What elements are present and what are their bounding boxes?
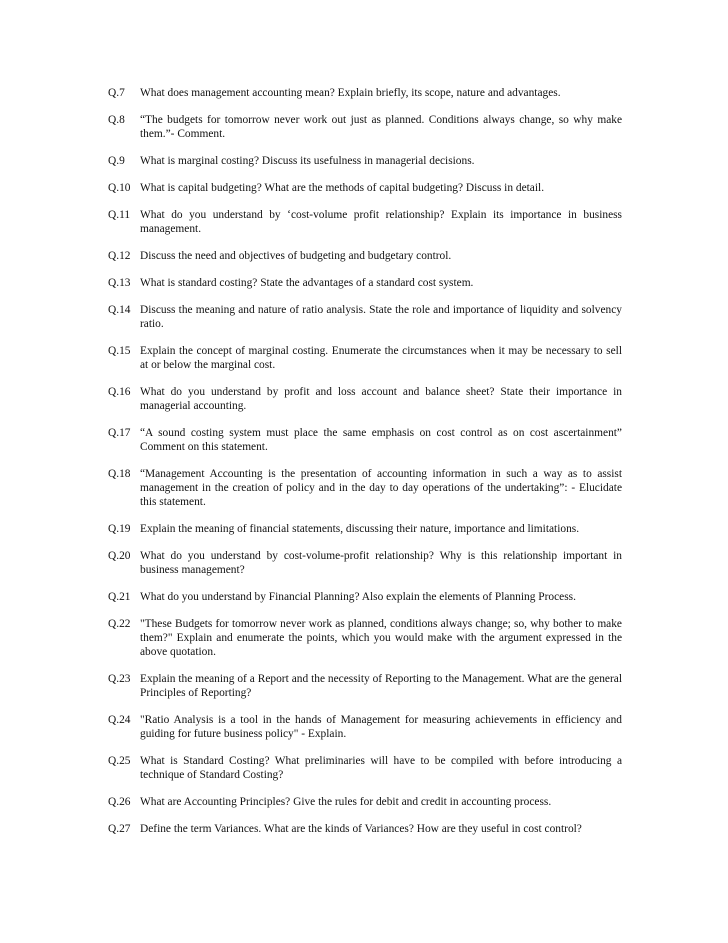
question-text: “Management Accounting is the presentation of accounting information in such a way as to assist management in the creation of policy and in the day to day operations of the undertaking”: - Elucidate this statement. bbox=[140, 468, 622, 508]
question-text: Explain the meaning of financial statements, discussing their nature, importance and limitations. bbox=[140, 523, 580, 535]
question-item bbox=[108, 276, 622, 290]
question-text: What do you understand by cost-volume-profit relationship? Why is this relationship important in business management? bbox=[140, 550, 622, 576]
question-item bbox=[108, 617, 622, 659]
question-item bbox=[108, 344, 622, 372]
question-number: Q.19 bbox=[108, 523, 131, 535]
question-list bbox=[108, 86, 622, 849]
question-item bbox=[108, 590, 622, 604]
question-number: Q.27 bbox=[108, 823, 131, 835]
question-item bbox=[108, 549, 622, 577]
question-text: What do you understand by Financial Planning? Also explain the elements of Planning Process. bbox=[140, 591, 576, 603]
question-text: What do you understand by profit and loss account and balance sheet? State their importance in managerial accounting. bbox=[140, 386, 622, 412]
question-number: Q.25 bbox=[108, 755, 131, 767]
question-text: What is standard costing? State the advantages of a standard cost system. bbox=[140, 277, 474, 289]
question-number: Q.14 bbox=[108, 304, 131, 316]
question-text: “The budgets for tomorrow never work out just as planned. Conditions always change, so why make them.”- Comment. bbox=[140, 114, 622, 140]
question-number: Q.22 bbox=[108, 618, 131, 630]
question-text: What is capital budgeting? What are the methods of capital budgeting? Discuss in detail. bbox=[140, 182, 545, 194]
question-item bbox=[108, 467, 622, 509]
question-text: Discuss the meaning and nature of ratio analysis. State the role and importance of liquidity and solvency ratio. bbox=[140, 304, 622, 330]
question-item bbox=[108, 249, 622, 263]
question-number: Q.17 bbox=[108, 427, 131, 439]
question-text: "These Budgets for tomorrow never work as planned, conditions always change; so, why bother to make them?" Explain and enumerate the points, which you would make with the argument expressed in the above quotation. bbox=[140, 618, 622, 658]
question-item bbox=[108, 672, 622, 700]
question-item bbox=[108, 181, 622, 195]
question-number: Q.9 bbox=[108, 155, 125, 167]
question-text: Explain the concept of marginal costing. Enumerate the circumstances when it may be necessary to sell at or below the marginal cost. bbox=[140, 345, 622, 371]
question-text: What does management accounting mean? Explain briefly, its scope, nature and advantages. bbox=[140, 87, 561, 99]
question-number: Q.11 bbox=[108, 209, 131, 221]
question-number: Q.10 bbox=[108, 182, 131, 194]
question-number: Q.26 bbox=[108, 796, 131, 808]
question-text: What is marginal costing? Discuss its usefulness in managerial decisions. bbox=[140, 155, 475, 167]
question-item bbox=[108, 822, 622, 836]
question-text: "Ratio Analysis is a tool in the hands of Management for measuring achievements in efficiency and guiding for future business policy" - Explain. bbox=[140, 714, 622, 740]
question-number: Q.12 bbox=[108, 250, 131, 262]
question-number: Q.23 bbox=[108, 673, 131, 685]
question-item bbox=[108, 208, 622, 236]
question-item bbox=[108, 795, 622, 809]
question-item bbox=[108, 154, 622, 168]
question-item bbox=[108, 385, 622, 413]
question-number: Q.8 bbox=[108, 114, 125, 126]
question-item bbox=[108, 86, 622, 100]
question-number: Q.16 bbox=[108, 386, 131, 398]
question-text: What do you understand by ‘cost-volume profit relationship? Explain its importance in business management. bbox=[140, 209, 622, 235]
question-text: Define the term Variances. What are the kinds of Variances? How are they useful in cost control? bbox=[140, 823, 582, 835]
question-item bbox=[108, 754, 622, 782]
question-item bbox=[108, 303, 622, 331]
question-item bbox=[108, 522, 622, 536]
question-number: Q.18 bbox=[108, 468, 131, 480]
question-number: Q.21 bbox=[108, 591, 131, 603]
question-text: Discuss the need and objectives of budgeting and budgetary control. bbox=[140, 250, 452, 262]
question-item bbox=[108, 713, 622, 741]
question-item bbox=[108, 426, 622, 454]
question-text: Explain the meaning of a Report and the necessity of Reporting to the Management. What are the general Principles of Reporting? bbox=[140, 673, 622, 699]
question-item bbox=[108, 113, 622, 141]
question-number: Q.20 bbox=[108, 550, 131, 562]
question-number: Q.24 bbox=[108, 714, 131, 726]
question-text: What is Standard Costing? What preliminaries will have to be compiled with before introducing a technique of Standard Costing? bbox=[140, 755, 622, 781]
question-number: Q.13 bbox=[108, 277, 131, 289]
question-number: Q.7 bbox=[108, 87, 125, 99]
question-text: What are Accounting Principles? Give the rules for debit and credit in accounting process. bbox=[140, 796, 552, 808]
question-text: “A sound costing system must place the same emphasis on cost control as on cost ascertainment” Comment on this statement. bbox=[140, 427, 622, 453]
question-number: Q.15 bbox=[108, 345, 131, 357]
